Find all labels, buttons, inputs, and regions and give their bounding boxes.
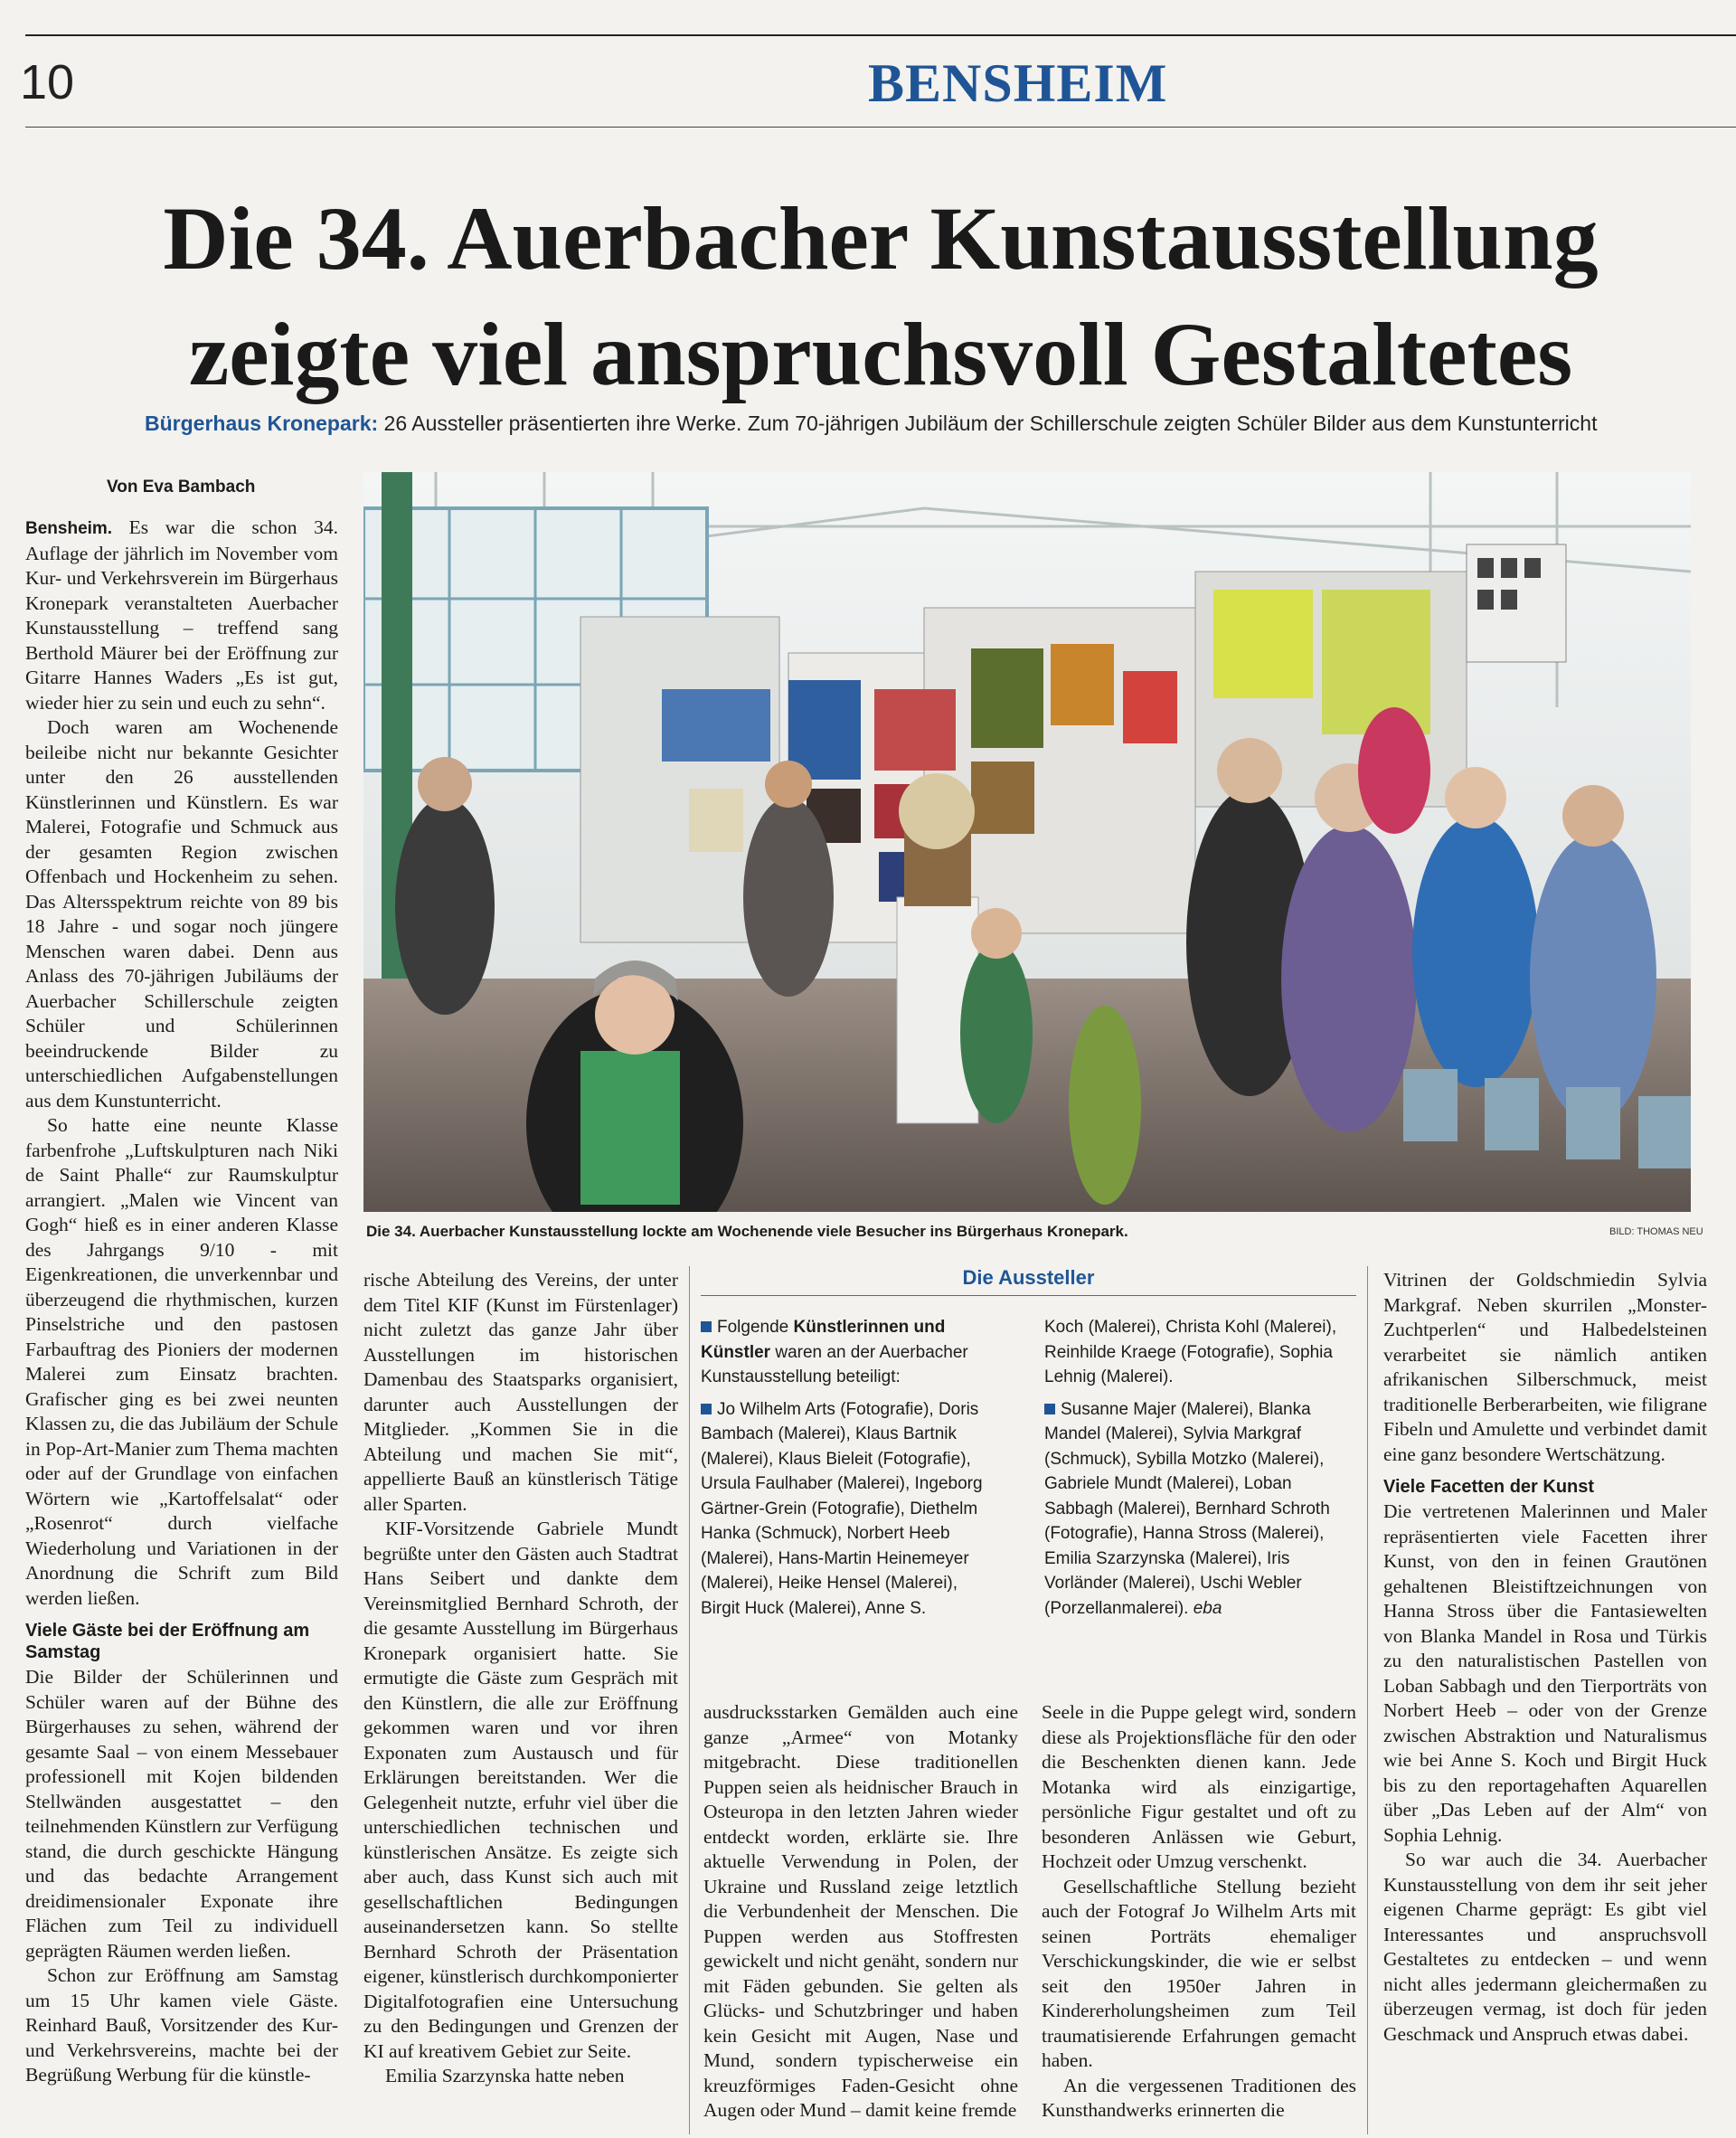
exhibitor-box [701,1266,1356,1691]
paragraph: Schon zur Eröffnung am Samstag um 15 Uhr kamen viele Gäste. Reinhard Bauß, Vorsitzender des Kur- und Verkehrsvereins, machte bei der Begrüßung Werbung für die künstle- [25,1964,338,2086]
article-column-4 [1042,1700,1356,2124]
photo-caption: Die 34. Auerbacher Kunstausstellung lockte am Wochenende viele Besucher ins Bürgerhaus Kronepark. [366,1223,1128,1240]
paragraph: Die vertretenen Malerinnen und Maler repräsentierten viele Facetten ihrer Kunst, von den in feinen Grautönen gehaltenen Bleistiftzeichnungen von Hanna Stross über die Fantasiewelten von Blanka Mandel in Rosa und Türkis zu den naturalistischen Pastellen von Loban Sabbagh und den Tierporträts von Norbert Heeb – oder von der Grenze zwischen Abstraktion und Naturalismus wie bei Anne S. Koch und Birgit Huck bis zu den reportagehaften Aquarellen über „Das Leben auf der Alm“ von Sophia Lehnig. [1383,1500,1707,1846]
paragraph: Emilia Szarzynska hatte neben [385,2065,625,2086]
exhibitor-list: Susanne Majer (Malerei), Blanka Mandel (Malerei), Sylvia Markgraf (Schmuck), Sybilla Motzko (Malerei), Gabriele Mundt (Malerei), Loban Sabbagh (Malerei), Bernhard Schroth (Fotografie), Hanna Stross (Malerei), Emilia Szarzynska (Malerei), Iris Vorländer (Malerei), Uschi Webler (Porzellanmalerei). eba [1044,1399,1330,1618]
photo-credit: BILD: THOMAS NEU [1609,1226,1703,1237]
subheadline [145,412,1597,436]
paragraph: rische Abteilung des Vereins, der unter dem Titel KIF (Kunst im Fürstenlager) nicht zuletzt das ganze Jahr über Ausstellungen im historischen Damenbau des Staatsparks organisiert, darunter auch Ausstellungen der Mitglieder. „Kommen Sie in die Abteilung und machen Sie mit“, appellierte Bauß an künstlerisch Tätige aller Sparten. [363,1269,678,1515]
headline [25,181,1736,412]
paragraph: So hatte eine neunte Klasse farbenfrohe „Luftskulpturen nach Niki de Saint Phalle“ zur Raumskulptur arrangiert. „Malen wie Vincent van Gogh“ hieß es in einer anderen Klasse des Jahrgangs 9/10 - mit Eigenkreationen, die unverkennbar und überzeugend die rhythmischen, kurzen Pinselstriche und den pastosen Farbauftrag des Pioniers der modernen Malerei zum Einsatz brachten. Grafischer ging es bei zwei neunten Klassen zu, die das Jubiläum der Schule in Pop-Art-Manier zum Thema machten oder auf der Grundlage von einfachen Wörtern wie „Kartoffelsalat“ oder „Rosenrot“ durch vielfache Wiederholung und Variationen in der Anordnung die Schrift zum Bild werden ließen. [25,1114,338,1609]
header-rule [25,127,1736,128]
paragraph: Die Bilder der Schülerinnen und Schüler waren auf der Bühne des Bürgerhauses zu sehen, während der gesamte Saal – von einem Messebauer professionell mit Kojen bildenden Stellwänden ausgestattet – den teilnehmenden Künstlern zur Verfügung stand, die durch geschickte Hängung und das bedachte Arrangement dreidimensionaler Exponate ihre Flächen zum Teil zu individuell geprägten Räumen werden ließen. [25,1666,338,1962]
article-photo [363,472,1691,1212]
subheading: Viele Gäste bei der Eröffnung am Samstag [25,1621,310,1662]
headline-line-1: Die 34. Auerbacher Kunstausstellung [163,188,1599,289]
exhibitor-box-title: Die Aussteller [701,1266,1356,1296]
bullet-square-icon [701,1321,712,1332]
exhibitor-list: Koch (Malerei), Christa Kohl (Malerei), Reinhilde Kraege (Fotografie), Sophia Lehnig (Malerei). [1044,1318,1337,1386]
paragraph: KIF-Vorsitzende Gabriele Mundt begrüßte unter den Gästen auch Stadtrat Hans Seibert und dankte dem Vereinsmitglied Bernhard Schroth, der die gesamte Ausstellung im Bürgerhaus Kronepark organisiert hatte. Sie ermutigte die Gäste zum Gespräch mit den Künstlern, die alle zur Eröffnung gekommen waren und vor ihren Exponaten zum Austausch und für Erklärungen bereitstanden. Wer die Gelegenheit nutzte, erfuhr viel über die unterschiedlichen technischen und künstlerischen Ansätze. Es zeigte sich aber auch, dass Kunst sich auch mit gesellschaftlichen Bedingungen auseinandersetzen kann. So stellte Bernhard Schroth der Präsentation eigener, künstlerisch durchkomponierter Digitalfotografien eine Untersuchung zu den Bedingungen und Grenzen der KI auf kreativem Gebiet zur Seite. [363,1518,678,2062]
bullet-square-icon [1044,1404,1055,1414]
article-column-3 [703,1700,1018,2124]
paragraph: Seele in die Puppe gelegt wird, sondern diese als Projektionsfläche für den oder die Beschenkten dienen kann. Jede Motanka wird als einzigartige, persönliche Figur gestaltet und oft zu besonderen Anlässen wie Geburt, Hochzeit oder Umzug verschenkt. [1042,1701,1356,1872]
page-number: 10 [20,55,75,109]
dateline: Bensheim. [25,519,113,538]
exhibition-photo-illustration [363,472,1691,1212]
paragraph: So war auch die 34. Auerbacher Kunstausstellung von dem ihr seit jeher eigenen Charme geprägt: Es gibt viel Interessantes und anspruchsvoll Gestaltetes zu entdecken – und wenn nicht alles jedermann gleichermaßen zu überzeugen vermag, ist doch für jeden Geschmack und Anspruch etwas dabei. [1383,1849,1707,2045]
exhibitor-box-column-1 [701,1315,999,1628]
column-divider [1367,1266,1368,2134]
paragraph: Doch waren am Wochenende beileibe nicht nur bekannte Gesichter unter den 26 ausstellenden Künstlerinnen und Künstlern. Es war Malerei, Fotografie und Schmuck aus der gesamten Region zwischen Offenbach und Hockenheim zu sehen. Das Altersspektrum reichte von 89 bis 18 Jahre - und sogar noch jüngere Menschen waren dabei. Denn aus Anlass des 70-jährigen Jubiläums der Auerbacher Schillerschule zeigten Schüler und Schülerinnen beeindruckende Bilder zu unterschiedlichen Aufgabenstellungen aus dem Kunstunterricht. [25,716,338,1112]
bullet-square-icon [701,1404,712,1414]
byline: Von Eva Bambach [107,478,256,497]
exhibitor-list: Jo Wilhelm Arts (Fotografie), Doris Bambach (Malerei), Klaus Bartnik (Malerei), Klaus Bieleit (Fotografie), Ursula Faulhaber (Malerei), Ingeborg Gärtner-Grein (Fotografie), Diethelm Hanka (Schmuck), Norbert Heeb (Malerei), Hans-Martin Heinemeyer (Malerei), Heike Hensel (Malerei), Birgit Huck (Malerei), Anne S. [701,1399,983,1618]
exhibitor-box-column-2 [1044,1315,1343,1628]
author-initials: eba [1193,1598,1222,1618]
article-column-1 [25,516,338,2088]
exhibitor-intro: Folgende Künstlerinnen und Künstler waren an der Auerbacher Kunstausstellung beteiligt: [701,1318,968,1386]
section-title: BENSHEIM [868,53,1168,113]
paragraph: ausdrucksstarken Gemälden auch eine ganze „Armee“ von Motanky mitgebracht. Diese traditionellen Puppen seien als heidnischer Brauch in Osteuropa in den letzten Jahren wieder entdeckt worden, erklärte sie. Ihre aktuelle Verwendung in Polen, der Ukraine und Russland zeige letztlich die Verbundenheit der Menschen. Die Puppen werden aus Stoffresten gewickelt und nicht genäht, sondern nur mit Fäden gebunden. Sie gelten als Glücks- und Schutzbringer und haben kein Gesicht mit Augen, Nase und Mund, sondern typischerweise ein kreuzförmiges Faden-Gesicht ohne Augen oder Mund – damit keine fremde [703,1701,1018,2121]
headline-line-2: zeigte viel anspruchsvoll Gestaltetes [188,304,1573,404]
article-column-5 [1383,1268,1707,2047]
paragraph: Vitrinen der Goldschmiedin Sylvia Markgraf. Neben skurrilen „Monster-Zuchtperlen“ und Halbedelsteinen verarbeitet sie nämlich antiken afrikanischen Silberschmuck, meist traditionelle Berberarbeiten, wie filigrane Fibeln und Amulette und verbindet damit eine ganz besondere Wertschätzung. [1383,1269,1707,1465]
subheading: Viele Facetten der Kunst [1383,1477,1595,1497]
paragraph: Gesellschaftliche Stellung bezieht auch der Fotograf Jo Wilhelm Arts mit seinen Porträts ehemaliger Verschickungskinder, die wie er selbst seit den 1950er Jahren in Kindererholungsheimen zum Teil traumatisierende Erfahrungen gemacht haben. [1042,1875,1356,2071]
paragraph: An die vergessenen Traditionen des Kunsthandwerks erinnerten die [1042,2074,1356,2121]
top-rule [25,34,1736,36]
column-divider [689,1266,690,2134]
subheadline-text: 26 Aussteller präsentierten ihre Werke. Zum 70-jährigen Jubiläum der Schillerschule zeigten Schüler Bilder aus dem Kunstunterricht [378,412,1598,435]
paragraph: Bensheim. Es war die schon 34. Auflage der jährlich im November vom Kur- und Verkehrsverein im Bürgerhaus Kronepark veranstalteten Auerbacher Kunstausstellung – treffend sang Berthold Mäurer bei der Eröffnung zur Gitarre Hannes Waders „Es ist gut, wieder hier zu sein und euch zu sehn“. [25,516,338,714]
article-column-2 [363,1268,678,2089]
subheadline-kicker: Bürgerhaus Kronepark: [145,412,379,435]
